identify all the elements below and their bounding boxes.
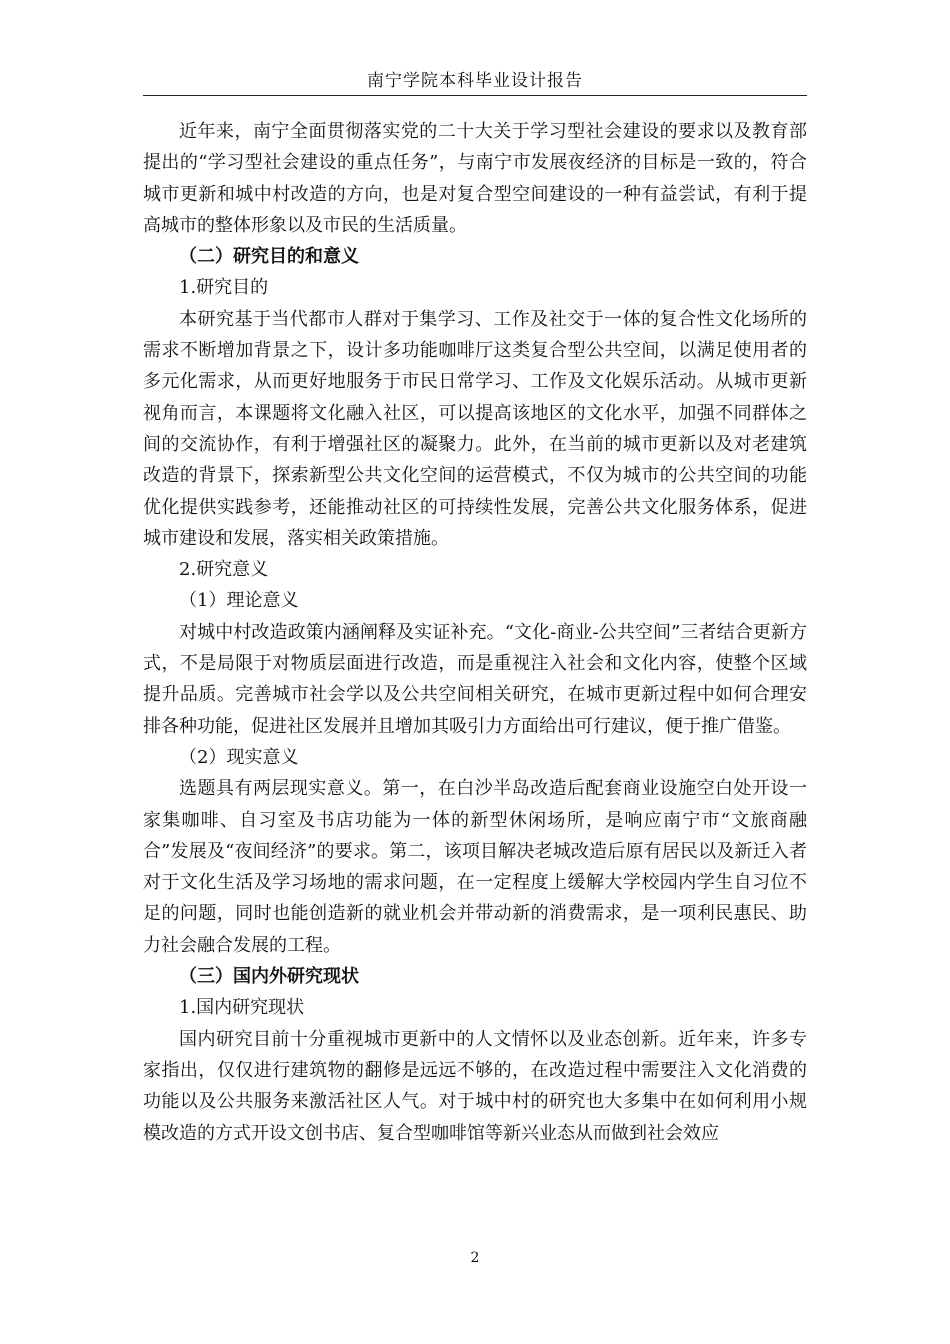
section-heading-research-status: （三）国内外研究现状 <box>179 966 359 988</box>
section-heading-purpose-significance: （二）研究目的和意义 <box>179 246 359 268</box>
paragraph-research-purpose: 本研究基于当代都市人群对于集学习、工作及社交于一体的复合性文化场所的需求不断增加背景之下，设计多功能咖啡厅这类复合型公共空间，以满足使用者的多元化需求，从而更好地服务于市民日常学习、工作及文化娱乐活动。从城市更新视角而言，本课题将文化融入社区，可以提高该地区的文化水平，加强不同群体之间的交流协作，有利于增强社区的凝聚力。此外，在当前的城市更新以及对老建筑改造的背景下，探索新型公共文化空间的运营模式，不仅为城市的公共空间的功能优化提供实践参考，还能推动社区的可持续性发展，完善公共文化服务体系，促进城市建设和发展，落实相关政策措施。 <box>143 308 807 549</box>
subheading-research-significance: 2.研究意义 <box>179 559 269 581</box>
page-number: 2 <box>470 1250 480 1266</box>
paragraph-theoretical-significance: 对城中村改造政策内涵阐释及实证补充。“文化-商业-公共空间”三者结合更新方式，不是局限于对物质层面进行改造，而是重视注入社会和文化内容，使整个区域提升品质。完善城市社会学以及公共空间相关研究，在城市更新过程中如何合理安排各种功能，促进社区发展并且增加其吸引力方面给出可行建议，便于推广借鉴。 <box>143 621 807 737</box>
paragraph-practical-significance: 选题具有两层现实意义。第一，在白沙半岛改造后配套商业设施空白处开设一家集咖啡、自习室及书店功能为一体的新型休闲场所，是响应南宁市“文旅商融合”发展及“夜间经济”的要求。第二，该项目解决老城改造后原有居民以及新迁入者对于文化生活及学习场地的需求问题，在一定程度上缓解大学校园内学生自习位不足的问题，同时也能创造新的就业机会并带动新的消费需求，是一项利民惠民、助力社会融合发展的工程。 <box>143 778 807 956</box>
subheading-practical-significance: （2）现实意义 <box>179 746 299 768</box>
subheading-domestic-status: 1.国内研究现状 <box>179 997 305 1019</box>
page-header: 南宁学院本科毕业设计报告 <box>367 71 583 91</box>
document-body <box>143 116 807 1149</box>
subheading-theoretical-significance: （1）理论意义 <box>179 590 299 612</box>
header-rule <box>143 95 807 96</box>
paragraph-intro: 近年来，南宁全面贯彻落实党的二十大关于学习型社会建设的要求以及教育部提出的“学习型社会建设的重点任务”，与南宁市发展夜经济的目标是一致的，符合城市更新和城中村改造的方向，也是对复合型空间建设的一种有益尝试，有利于提高城市的整体形象以及市民的生活质量。 <box>143 121 807 236</box>
paragraph-domestic-status: 国内研究目前十分重视城市更新中的人文情怀以及业态创新。近年来，许多专家指出，仅仅进行建筑物的翻修是远远不够的，在改造过程中需要注入文化消费的功能以及公共服务来激活社区人气。对于城中村的研究也大多集中在如何利用小规模改造的方式开设文创书店、复合型咖啡馆等新兴业态从而做到社会效应 <box>143 1028 807 1144</box>
subheading-research-purpose: 1.研究目的 <box>179 277 269 299</box>
